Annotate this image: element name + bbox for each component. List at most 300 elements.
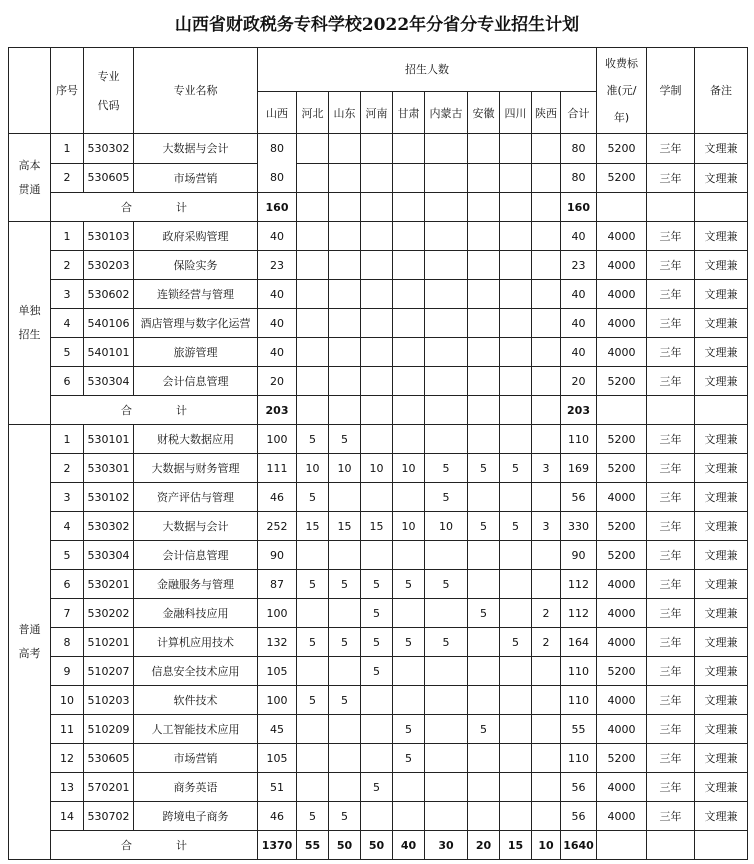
cell-anhui [468,425,500,454]
table-row [9,773,748,802]
cell-sichuan [500,483,532,512]
cell-neimenggu [425,251,468,280]
cell-fee: 4000 [597,802,647,831]
cell-code: 540106 [84,309,134,338]
cell-seq: 5 [51,541,84,570]
cell-shandong [329,744,361,773]
cell-anhui: 5 [468,454,500,483]
cell-code: 510207 [84,657,134,686]
cell-neimenggu [425,599,468,628]
cell-total: 169 [561,454,597,483]
group-label [9,425,51,860]
cell-shaanxi [532,425,561,454]
cell-anhui [468,367,500,396]
cell-seq: 3 [51,483,84,512]
cell-hebei [297,134,329,164]
table-row [9,715,748,744]
table-body [9,134,748,860]
cell-hebei: 15 [297,512,329,541]
cell-anhui [468,338,500,367]
cell-total: 40 [561,280,597,309]
header-province: 河南 [361,92,393,134]
cell-remark: 文理兼 [695,512,748,541]
cell-remark: 文理兼 [695,599,748,628]
cell-shandong [329,222,361,251]
cell-major-name: 大数据与会计 [134,134,258,164]
table-row [9,251,748,280]
cell-fee: 4000 [597,251,647,280]
table-row [9,309,748,338]
cell-code: 530101 [84,425,134,454]
cell-hebei [297,715,329,744]
cell-gansu [393,686,425,715]
cell-sichuan [500,425,532,454]
cell-gansu [393,541,425,570]
cell-hebei [297,280,329,309]
cell-shanxi: 87 [258,570,297,599]
cell-gansu: 10 [393,454,425,483]
cell-shandong [329,657,361,686]
table-row [9,744,748,773]
cell-major-name: 旅游管理 [134,338,258,367]
header-code-line1: 专业 [97,69,120,83]
cell-neimenggu [425,134,468,164]
cell-major-name: 大数据与财务管理 [134,454,258,483]
cell-shaanxi [532,570,561,599]
header-name: 专业名称 [134,48,258,134]
cell-shaanxi [532,367,561,396]
cell-shandong: 5 [329,802,361,831]
cell-remark: 文理兼 [695,280,748,309]
cell-neimenggu [425,715,468,744]
cell-shanxi: 100 [258,599,297,628]
table-row [9,134,748,164]
cell-gansu [393,599,425,628]
cell-shaanxi: 3 [532,454,561,483]
cell-duration: 三年 [647,802,695,831]
header-seq: 序号 [51,48,84,134]
cell-total: 40 [561,222,597,251]
cell-anhui: 5 [468,512,500,541]
table-row [9,222,748,251]
cell-fee: 4000 [597,483,647,512]
cell-total: 164 [561,628,597,657]
cell-sichuan [500,309,532,338]
cell-duration: 三年 [647,338,695,367]
cell-neimenggu [425,425,468,454]
cell-duration: 三年 [647,570,695,599]
cell-seq: 6 [51,570,84,599]
cell-remark: 文理兼 [695,657,748,686]
cell-major-name: 保险实务 [134,251,258,280]
cell-henan [361,280,393,309]
cell-anhui [468,744,500,773]
subtotal-label-char: 计 [176,404,187,417]
cell-seq: 8 [51,628,84,657]
cell-code: 530103 [84,222,134,251]
cell-major-name: 财税大数据应用 [134,425,258,454]
header-province: 安徽 [468,92,500,134]
subtotal-total: 160 [561,193,597,222]
cell-hebei [297,599,329,628]
header-province-total: 合计 [561,92,597,134]
cell-fee: 4000 [597,309,647,338]
cell-seq: 13 [51,773,84,802]
table-row [9,454,748,483]
cell-major-name: 连锁经营与管理 [134,280,258,309]
cell-neimenggu: 5 [425,454,468,483]
cell-seq: 4 [51,309,84,338]
subtotal-hebei: 55 [297,831,329,860]
cell-remark: 文理兼 [695,134,748,164]
header-province: 甘肃 [393,92,425,134]
cell-total: 80 [561,163,597,193]
cell-major-name: 市场营销 [134,163,258,193]
cell-shaanxi [532,483,561,512]
cell-anhui [468,802,500,831]
cell-seq: 1 [51,222,84,251]
cell-sichuan [500,541,532,570]
cell-shanxi: 46 [258,483,297,512]
cell-henan [361,163,393,193]
cell-anhui [468,280,500,309]
cell-shaanxi [532,541,561,570]
cell-neimenggu [425,744,468,773]
subtotal-remark [695,831,748,860]
cell-total: 40 [561,309,597,338]
subtotal-sichuan [500,193,532,222]
cell-code: 540101 [84,338,134,367]
subtotal-fee [597,831,647,860]
cell-duration: 三年 [647,744,695,773]
cell-neimenggu [425,657,468,686]
cell-remark: 文理兼 [695,222,748,251]
subtotal-shaanxi [532,193,561,222]
cell-shanxi: 23 [258,251,297,280]
cell-henan: 5 [361,570,393,599]
cell-remark: 文理兼 [695,744,748,773]
header-province: 内蒙古 [425,92,468,134]
cell-duration: 三年 [647,367,695,396]
subtotal-label-char: 合 [121,404,132,417]
cell-major-name: 金融科技应用 [134,599,258,628]
cell-seq: 11 [51,715,84,744]
cell-gansu [393,309,425,338]
cell-code: 530304 [84,367,134,396]
cell-duration: 三年 [647,773,695,802]
cell-sichuan [500,134,532,164]
cell-duration: 三年 [647,512,695,541]
cell-shandong: 10 [329,454,361,483]
cell-anhui [468,134,500,164]
cell-henan [361,425,393,454]
subtotal-neimenggu: 30 [425,831,468,860]
cell-hebei: 5 [297,802,329,831]
cell-total: 330 [561,512,597,541]
table-row [9,628,748,657]
cell-major-name: 资产评估与管理 [134,483,258,512]
table-row [9,599,748,628]
cell-shandong [329,134,361,164]
cell-neimenggu [425,541,468,570]
subtotal-neimenggu [425,396,468,425]
cell-sichuan [500,163,532,193]
cell-sichuan [500,367,532,396]
cell-shaanxi [532,744,561,773]
cell-shaanxi [532,222,561,251]
header-province: 陕西 [532,92,561,134]
subtotal-shandong [329,396,361,425]
cell-gansu [393,425,425,454]
header-province: 山东 [329,92,361,134]
cell-fee: 4000 [597,280,647,309]
subtotal-fee [597,193,647,222]
table-row [9,280,748,309]
cell-code: 530302 [84,512,134,541]
cell-gansu [393,338,425,367]
cell-shandong: 15 [329,512,361,541]
cell-sichuan [500,802,532,831]
cell-code: 530302 [84,134,134,164]
subtotal-sichuan [500,396,532,425]
cell-duration: 三年 [647,309,695,338]
group-label [9,134,51,222]
group-label-line1: 单独 [18,304,41,317]
subtotal-duration [647,193,695,222]
cell-gansu [393,280,425,309]
cell-shaanxi [532,280,561,309]
cell-shaanxi [532,715,561,744]
cell-shandong [329,773,361,802]
cell-remark: 文理兼 [695,483,748,512]
cell-major-name: 跨境电子商务 [134,802,258,831]
cell-duration: 三年 [647,454,695,483]
cell-neimenggu [425,802,468,831]
subtotal-hebei [297,193,329,222]
cell-gansu [393,483,425,512]
cell-code: 530202 [84,599,134,628]
cell-total: 110 [561,686,597,715]
subtotal-duration [647,396,695,425]
cell-duration: 三年 [647,222,695,251]
subtotal-shanxi: 160 [258,193,297,222]
cell-henan: 5 [361,599,393,628]
cell-anhui [468,222,500,251]
subtotal-fee [597,396,647,425]
cell-fee: 4000 [597,686,647,715]
subtotal-row [9,396,748,425]
subtotal-total: 1640 [561,831,597,860]
cell-seq: 3 [51,280,84,309]
cell-shandong [329,251,361,280]
cell-anhui [468,773,500,802]
cell-gansu: 5 [393,744,425,773]
cell-total: 110 [561,744,597,773]
cell-henan [361,715,393,744]
cell-fee: 5200 [597,134,647,164]
cell-shanxi: 252 [258,512,297,541]
cell-major-name: 大数据与会计 [134,512,258,541]
cell-anhui [468,309,500,338]
cell-henan [361,309,393,338]
cell-gansu [393,773,425,802]
cell-remark: 文理兼 [695,628,748,657]
cell-major-name: 会计信息管理 [134,367,258,396]
cell-code: 530605 [84,163,134,193]
cell-hebei [297,309,329,338]
cell-shandong [329,367,361,396]
cell-seq: 2 [51,163,84,193]
header-code-line2: 代码 [97,98,120,112]
header-fee [597,48,647,134]
cell-remark: 文理兼 [695,163,748,193]
cell-seq: 6 [51,367,84,396]
cell-shandong [329,541,361,570]
cell-gansu [393,134,425,164]
cell-fee: 5200 [597,744,647,773]
cell-shanxi: 90 [258,541,297,570]
subtotal-label [51,396,258,425]
cell-henan: 5 [361,628,393,657]
cell-total: 20 [561,367,597,396]
subtotal-henan [361,396,393,425]
cell-anhui [468,657,500,686]
cell-fee: 5200 [597,163,647,193]
cell-major-name: 信息安全技术应用 [134,657,258,686]
cell-fee: 4000 [597,715,647,744]
header-province: 四川 [500,92,532,134]
cell-total: 56 [561,483,597,512]
cell-neimenggu [425,280,468,309]
subtotal-anhui [468,396,500,425]
cell-gansu [393,251,425,280]
cell-shanxi: 105 [258,744,297,773]
subtotal-label-char: 计 [176,201,187,214]
cell-duration: 三年 [647,541,695,570]
cell-henan: 15 [361,512,393,541]
cell-anhui [468,570,500,599]
cell-anhui: 5 [468,715,500,744]
header-province: 河北 [297,92,329,134]
cell-shaanxi [532,802,561,831]
subtotal-gansu: 40 [393,831,425,860]
cell-fee: 4000 [597,599,647,628]
cell-shandong [329,163,361,193]
subtotal-henan: 50 [361,831,393,860]
cell-neimenggu: 5 [425,570,468,599]
cell-anhui [468,163,500,193]
cell-duration: 三年 [647,657,695,686]
cell-shanxi: 40 [258,338,297,367]
cell-neimenggu [425,222,468,251]
header-enroll: 招生人数 [258,48,597,92]
cell-gansu [393,222,425,251]
cell-shanxi: 80 [270,142,284,155]
subtotal-shaanxi [532,396,561,425]
cell-henan [361,744,393,773]
cell-gansu [393,367,425,396]
cell-anhui [468,251,500,280]
subtotal-remark [695,193,748,222]
cell-remark: 文理兼 [695,715,748,744]
cell-henan [361,686,393,715]
cell-duration: 三年 [647,483,695,512]
cell-duration: 三年 [647,425,695,454]
cell-neimenggu: 10 [425,512,468,541]
cell-fee: 4000 [597,773,647,802]
cell-seq: 12 [51,744,84,773]
cell-hebei [297,541,329,570]
table-row [9,367,748,396]
cell-seq: 14 [51,802,84,831]
cell-sichuan [500,280,532,309]
cell-sichuan [500,657,532,686]
cell-duration: 三年 [647,134,695,164]
cell-neimenggu [425,686,468,715]
subtotal-remark [695,396,748,425]
cell-shaanxi [532,686,561,715]
subtotal-shanxi: 1370 [258,831,297,860]
cell-shanxi: 40 [258,280,297,309]
cell-shanxi: 100 [258,686,297,715]
cell-shaanxi: 3 [532,512,561,541]
cell-code: 530602 [84,280,134,309]
cell-henan [361,802,393,831]
cell-code: 530102 [84,483,134,512]
cell-code: 530203 [84,251,134,280]
cell-code: 510203 [84,686,134,715]
subtotal-neimenggu [425,193,468,222]
cell-code: 530702 [84,802,134,831]
cell-sichuan [500,570,532,599]
cell-shaanxi [532,657,561,686]
table-row [9,338,748,367]
cell-hebei [297,773,329,802]
subtotal-henan [361,193,393,222]
cell-remark: 文理兼 [695,251,748,280]
cell-shandong [329,280,361,309]
cell-henan [361,541,393,570]
cell-remark: 文理兼 [695,686,748,715]
cell-gansu: 5 [393,628,425,657]
subtotal-row [9,193,748,222]
cell-hebei: 5 [297,425,329,454]
group-label-line2: 高考 [18,647,41,660]
cell-seq: 9 [51,657,84,686]
header-code [84,48,134,134]
cell-total: 40 [561,338,597,367]
cell-major-name: 政府采购管理 [134,222,258,251]
cell-shaanxi: 2 [532,628,561,657]
cell-gansu: 5 [393,570,425,599]
cell-major-name: 人工智能技术应用 [134,715,258,744]
cell-hebei: 5 [297,686,329,715]
cell-shaanxi [532,309,561,338]
subtotal-shandong [329,193,361,222]
group-label-line1: 普通 [18,623,41,636]
cell-total: 56 [561,773,597,802]
subtotal-row [9,831,748,860]
cell-sichuan: 5 [500,512,532,541]
cell-gansu [393,163,425,193]
cell-hebei [297,338,329,367]
cell-fee: 5200 [597,367,647,396]
cell-seq: 1 [51,134,84,164]
subtotal-shaanxi: 10 [532,831,561,860]
cell-total: 112 [561,599,597,628]
cell-sichuan [500,773,532,802]
header-row-1 [9,48,748,92]
